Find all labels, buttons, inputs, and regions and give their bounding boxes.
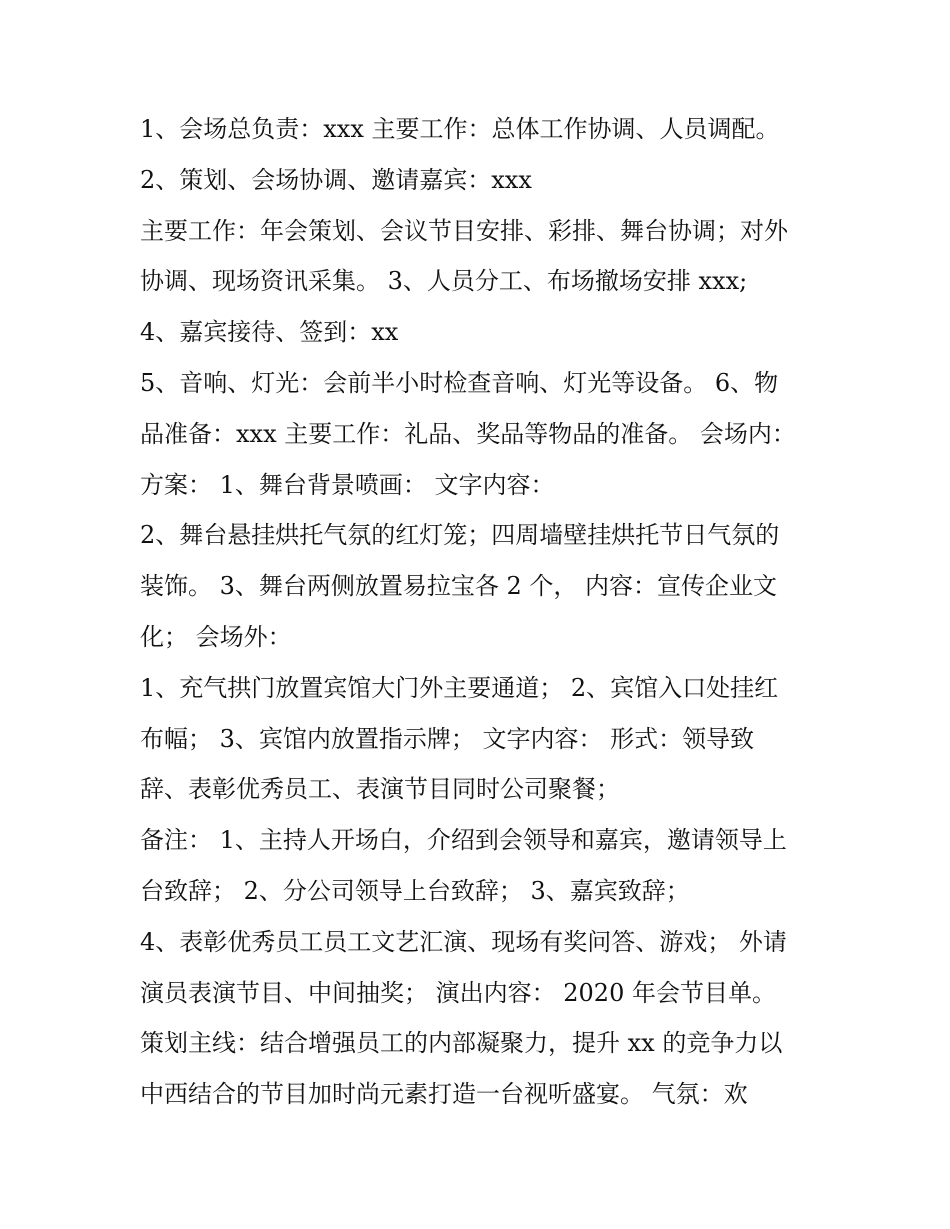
text-line: 4、嘉宾接待、签到：xx [140,318,399,347]
text-line: 1、会场总负责：xxx 主要工作：总体工作协调、人员调配。 [140,115,780,143]
text-line: 主要工作：年会策划、会议节目安排、彩排、舞台协调；对外 [140,216,788,245]
text-line: 1、充气拱门放置宾馆大门外主要通道； 2、宾馆入口处挂红 [140,673,779,702]
text-line: 台致辞； 2、分公司领导上台致辞； 3、嘉宾致辞； [140,876,690,905]
text-line: 布幅； 3、宾馆内放置指示牌； 文字内容： 形式：领导致 [140,724,755,753]
text-line: 协调、现场资讯采集。 3、人员分工、布场撤场安排 xxx; [140,267,748,296]
text-line: 品准备：xxx 主要工作：礼品、奖品等物品的准备。 会场内： [140,419,796,448]
text-line: 策划主线：结合增强员工的内部凝聚力，提升 xx 的竞争力以 [140,1029,783,1058]
text-line: 方案： 1、舞台背景喷画： 文字内容： [140,470,555,499]
text-line: 5、音响、灯光：会前半小时检查音响、灯光等设备。 6、物 [140,368,779,397]
text-line: 化； 会场外： [140,622,292,651]
text-line: 2、策划、会场协调、邀请嘉宾：xxx [140,165,532,194]
text-line: 4、表彰优秀员工员工文艺汇演、现场有奖问答、游戏； 外请 [140,927,787,956]
text-line: 备注： 1、主持人开场白，介绍到会领导和嘉宾，邀请领导上 [140,826,787,855]
text-line: 演员表演节目、中间抽奖； 演出内容： 2020 年会节目单。 [140,978,776,1007]
document-body [140,104,820,1120]
text-line: 中西结合的节目加时尚元素打造一台视听盛宴。 气氛：欢 [140,1080,748,1109]
text-line: 辞、表彰优秀员工、表演节目同时公司聚餐； [140,775,620,804]
text-line: 装饰。 3、舞台两侧放置易拉宝各 2 个， 内容：宣传企业文 [140,572,778,601]
text-line: 2、舞台悬挂烘托气氛的红灯笼；四周墙壁挂烘托节日气氛的 [140,521,780,550]
